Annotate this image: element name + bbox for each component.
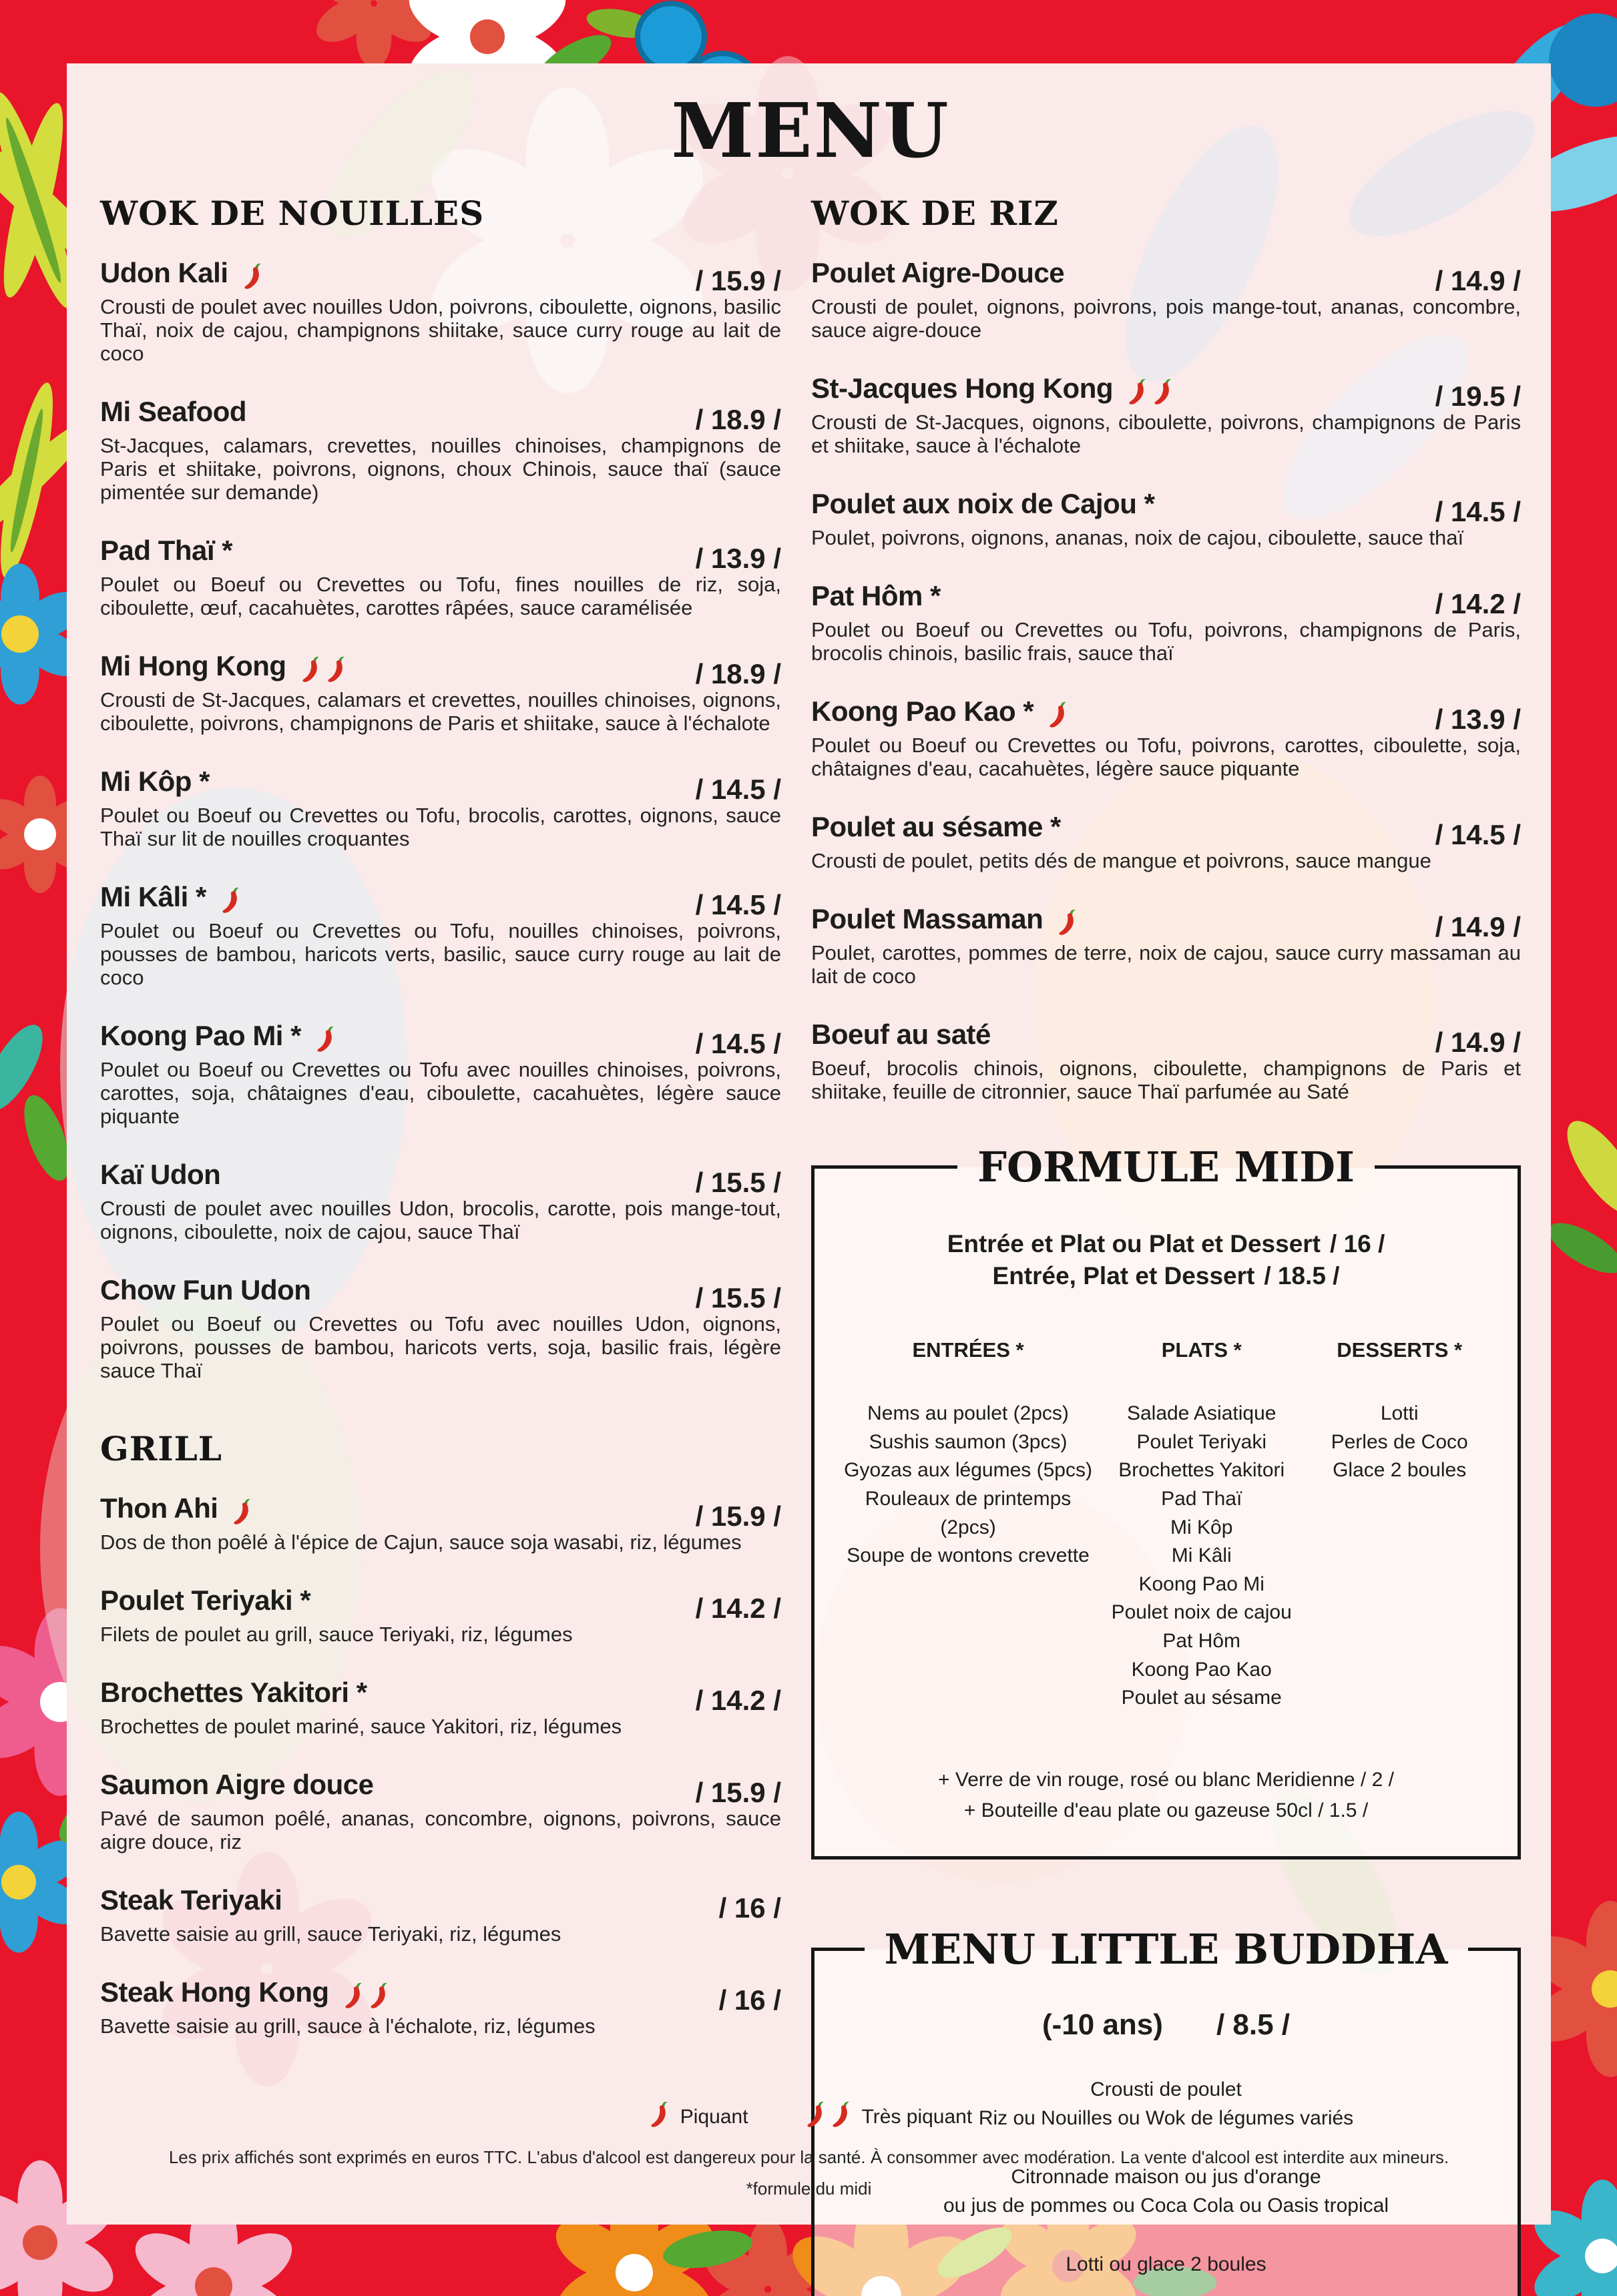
- menu-item-description: Poulet ou Boeuf ou Crevettes ou Tofu avec nouilles chinoises, poivrons, carottes, soja, châtaignes d'eau, ciboulette, cacahuètes, légère sauce piquante: [100, 1058, 781, 1129]
- chili-icon: [1055, 907, 1079, 938]
- chili-icon: [313, 1024, 337, 1055]
- chili-icons: [340, 1978, 391, 2008]
- menu-item-price: / 14.9 /: [1435, 265, 1521, 296]
- chili-icons: [1124, 374, 1174, 404]
- menu-item-price: / 13.9 /: [1435, 703, 1521, 736]
- formule-midi-box: [811, 1143, 1521, 1859]
- formule-note: *formule du midi: [746, 2179, 872, 2199]
- formule-midi-column-header: PLATS *: [1161, 1338, 1242, 1362]
- menu-item: [100, 1274, 781, 1382]
- formule-midi-column: [1095, 1338, 1308, 1713]
- menu-item-price: / 16 /: [718, 1892, 781, 1924]
- formule-midi-extra-line: + Bouteille d'eau plate ou gazeuse 50cl / 1.5 /: [963, 1799, 1369, 1822]
- menu-item-price: / 14.2 /: [695, 1685, 781, 1717]
- little-buddha-title: MENU LITTLE BUDDHA: [884, 1924, 1448, 1974]
- menu-item-price: / 14.2 /: [695, 1593, 781, 1625]
- menu-item: [100, 1585, 781, 1646]
- formule-midi-columns: [841, 1338, 1491, 1713]
- formule-midi-option-1-price: / 16 /: [1330, 1230, 1385, 1258]
- formule-midi-column-list: [841, 1400, 1095, 1570]
- menu-item-description: St-Jacques, calamars, crevettes, nouilles chinoises, champignons de Paris et shiitake, poivrons, oignons, choux Chinois, sauce thaï (sauce pimentée sur demande): [100, 434, 781, 505]
- little-buddha-price: / 8.5 /: [1216, 2008, 1291, 2041]
- menu-item: [811, 1019, 1521, 1103]
- menu-item: [100, 535, 781, 619]
- menu-item-name: Mi Kôp *: [100, 766, 210, 798]
- chili-icons: [239, 258, 264, 289]
- menu-item-price: / 13.9 /: [695, 543, 781, 575]
- little-buddha-line: Citronnade maison ou jus d'orange: [1011, 2165, 1321, 2188]
- chili-icon: [240, 261, 264, 292]
- menu-item-description: Poulet ou Boeuf ou Crevettes ou Tofu avec nouilles Udon, oignons, poivrons, pousses de bambou, haricots verts, soja, basilic frais, légère sauce Thaï: [100, 1312, 781, 1383]
- menu-item-name: Poulet Aigre-Douce: [811, 257, 1065, 288]
- menu-item-description: Poulet ou Boeuf ou Crevettes ou Tofu, poivrons, carottes, ciboulette, soja, châtaignes d'eau, cacahuètes, légère sauce piquante: [811, 734, 1521, 781]
- menu-item-name: Chow Fun Udon: [100, 1274, 311, 1306]
- menu-item-price: / 15.5 /: [695, 1282, 781, 1314]
- menu-item-price: / 14.5 /: [1435, 496, 1521, 528]
- menu-item: [100, 881, 781, 989]
- menu-item-price: / 18.9 /: [695, 658, 781, 690]
- chili-icon: [803, 2099, 827, 2130]
- formule-midi-list-item: Koong Pao Kao: [1131, 1658, 1272, 1681]
- little-buddha-group: [841, 2250, 1491, 2279]
- chili-icon: [230, 1496, 254, 1527]
- menu-item-price: / 16 /: [718, 1984, 781, 2016]
- menu-item-name: Koong Pao Kao *: [811, 695, 1034, 728]
- menu-item-description: Pavé de saumon poêlé, ananas, concombre, oignons, poivrons, sauce aigre douce, riz: [100, 1807, 781, 1854]
- menu-item-price: / 15.9 /: [695, 1777, 781, 1809]
- menu-item: [100, 1677, 781, 1738]
- menu-item-description: Bavette saisie au grill, sauce à l'échalote, riz, légumes: [100, 2014, 596, 2038]
- section-title: WOK DE RIZ: [811, 194, 1059, 233]
- menu-item-name: Poulet Teriyaki *: [100, 1585, 311, 1617]
- menu-item-description: Poulet ou Boeuf ou Crevettes ou Tofu, fines nouilles de riz, soja, ciboulette, œuf, cacahuètes, carottes râpées, sauce caramélisée: [100, 573, 781, 620]
- chili-icon: [367, 1980, 391, 2011]
- little-buddha-line: Lotti ou glace 2 boules: [1066, 2253, 1266, 2275]
- chili-icon: [324, 654, 348, 685]
- menu-item: [811, 257, 1521, 342]
- chili-icons: [228, 1494, 254, 1524]
- menu-item-name: Thon Ahi: [100, 1492, 218, 1524]
- left-column: [100, 194, 781, 2296]
- menu-panel: [67, 63, 1551, 2275]
- menu-item-name: Mi Seafood: [100, 396, 247, 428]
- menu-item-description: Poulet, carottes, pommes de terre, noix de cajou, sauce curry massaman au lait de coco: [811, 941, 1521, 988]
- right-column: [811, 194, 1521, 2296]
- menu-item: [100, 1769, 781, 1853]
- menu-item-description: Poulet, poivrons, oignons, ananas, noix de cajou, ciboulette, sauce thaï: [811, 526, 1464, 550]
- piquant-label: Piquant: [680, 2106, 748, 2128]
- menu-item-price: / 14.9 /: [1435, 911, 1521, 943]
- formule-midi-list-item: Koong Pao Mi: [1138, 1572, 1264, 1595]
- menu-item-name: Kaï Udon: [100, 1159, 221, 1191]
- menu-item-description: Filets de poulet au grill, sauce Teriyaki, riz, légumes: [100, 1623, 573, 1647]
- footer: [67, 2099, 1551, 2199]
- chili-icon: [218, 885, 242, 916]
- chili-icon: [829, 2099, 853, 2130]
- menu-item-name: Mi Hong Kong: [100, 650, 286, 682]
- menu-item-name: Steak Hong Kong: [100, 1976, 329, 2008]
- chili-icons: [1054, 904, 1079, 935]
- menu-item-price: / 14.5 /: [1435, 819, 1521, 851]
- menu-item-description: Poulet ou Boeuf ou Crevettes ou Tofu, nouilles chinoises, poivrons, pousses de bambou, haricots verts, basilic, sauce curry rouge au lait de coco: [100, 919, 781, 990]
- section-title: WOK DE NOUILLES: [100, 194, 485, 233]
- little-buddha-line: Crousti de poulet: [1090, 2078, 1242, 2100]
- menu-item-name: Koong Pao Mi *: [100, 1020, 301, 1052]
- formule-midi-list-item: Glace 2 boules: [1333, 1459, 1467, 1482]
- chili-icons: [217, 882, 242, 913]
- menu-item: [100, 1492, 781, 1554]
- formule-midi-title: FORMULE MIDI: [977, 1143, 1355, 1192]
- menu-item-name: Poulet Massaman: [811, 903, 1044, 935]
- menu-item-name: Poulet au sésame *: [811, 811, 1061, 843]
- formule-midi-list-item: Sushis saumon (3pcs): [869, 1430, 1068, 1453]
- menu-item: [811, 811, 1521, 872]
- spiciness-legend: [67, 2099, 1551, 2135]
- formule-midi-list-item: Nems au poulet (2pcs): [867, 1402, 1069, 1425]
- formule-midi-list-item: Poulet noix de cajou: [1111, 1601, 1292, 1624]
- tres-piquant-label: Très piquant: [861, 2106, 973, 2128]
- menu-item-price: / 15.9 /: [695, 265, 781, 296]
- formule-midi-column-header: DESSERTS *: [1337, 1338, 1463, 1362]
- menu-item: [811, 372, 1521, 457]
- menu-item: [811, 580, 1521, 665]
- formule-midi-list-item: Mi Kôp: [1170, 1516, 1233, 1538]
- menu-item-price: / 14.5 /: [695, 774, 781, 806]
- menu-item-price: / 14.2 /: [1435, 588, 1521, 620]
- chili-icon: [298, 654, 322, 685]
- menu-item-price: / 15.5 /: [695, 1167, 781, 1199]
- menu-item-name: Pad Thaï *: [100, 535, 233, 567]
- menu-item: [100, 257, 781, 365]
- formule-midi-list-item: Lotti: [1380, 1402, 1419, 1425]
- chili-icon: [1150, 376, 1174, 407]
- menu-item-name: Poulet aux noix de Cajou *: [811, 488, 1155, 520]
- formule-midi-list-item: Mi Kâli: [1171, 1544, 1232, 1567]
- formule-midi-list-item: Salade Asiatique: [1126, 1402, 1277, 1425]
- menu-item-description: Crousti de poulet avec nouilles Udon, brocolis, carotte, pois mange-tout, oignons, ciboulette, noix de cajou, sauce Thaï: [100, 1197, 781, 1244]
- menu-item-name: St-Jacques Hong Kong: [811, 372, 1114, 404]
- formule-midi-list-item: Perles de Coco: [1331, 1430, 1468, 1453]
- menu-item-name: Steak Teriyaki: [100, 1884, 282, 1916]
- menu-item: [100, 1020, 781, 1128]
- formule-midi-option-2: Entrée, Plat et Dessert / 18.5 /: [992, 1262, 1340, 1290]
- page-title: MENU: [671, 87, 950, 175]
- menu-item: [811, 695, 1521, 780]
- menu-item-price: / 14.9 /: [1435, 1027, 1521, 1059]
- formule-midi-column-header: ENTRÉES *: [912, 1338, 1024, 1362]
- menu-item: [100, 1159, 781, 1243]
- formule-midi-list-item: Pat Hôm: [1162, 1629, 1241, 1652]
- formule-midi-column: [841, 1338, 1095, 1713]
- menu-item-name: Mi Kâli *: [100, 881, 206, 913]
- menu-item-description: Crousti de St-Jacques, calamars et crevettes, nouilles chinoises, oignons, ciboulette, poivrons, champignons de Paris et shiitake, sauce à l'échalote: [100, 688, 781, 736]
- formule-midi-list-item: Pad Thaï: [1161, 1488, 1242, 1510]
- chili-icons: [297, 651, 348, 682]
- menu-item-description: Crousti de poulet avec nouilles Udon, poivrons, ciboulette, oignons, basilic Thaï, noix de cajou, champignons shiitake, sauce curry rouge au lait de coco: [100, 295, 781, 366]
- chili-icon: [341, 1980, 365, 2011]
- formule-midi-list-item: Soupe de wontons crevette: [847, 1544, 1090, 1567]
- formule-midi-list-item: Rouleaux de printemps (2pcs): [865, 1488, 1072, 1538]
- menu-item-description: Poulet ou Boeuf ou Crevettes ou Tofu, brocolis, carottes, oignons, sauce Thaï sur lit de nouilles croquantes: [100, 804, 781, 851]
- menu-item-name: Pat Hôm *: [811, 580, 941, 612]
- piquant-chili-icon: [646, 2099, 671, 2135]
- little-buddha-age: (-10 ans): [1042, 2008, 1163, 2041]
- menu-item: [100, 1884, 781, 1946]
- menu-item-name: Udon Kali: [100, 257, 228, 288]
- menu-item-description: Crousti de St-Jacques, oignons, ciboulette, poivrons, champignons de Paris et shiitake, sauce à l'échalote: [811, 410, 1521, 458]
- formule-midi-option-2-price: / 18.5 /: [1264, 1262, 1340, 1290]
- formule-midi-column-list: [1308, 1400, 1491, 1485]
- menu-item-description: Brochettes de poulet mariné, sauce Yakitori, riz, légumes: [100, 1715, 622, 1739]
- menu-item: [100, 766, 781, 850]
- menu-item-name: Saumon Aigre douce: [100, 1769, 374, 1801]
- formule-midi-extra-line: + Verre de vin rouge, rosé ou blanc Meridienne / 2 /: [938, 1768, 1394, 1791]
- menu-item-description: Dos de thon poêlé à l'épice de Cajun, sauce soja wasabi, riz, légumes: [100, 1530, 742, 1554]
- legal-notice: Les prix affichés sont exprimés en euros TTC. L'abus d'alcool est dangereux pour la santé. À consommer avec modération. La vente d'alcool est interdite aux mineurs.: [168, 2147, 1449, 2167]
- menu-item-price: / 14.5 /: [695, 889, 781, 921]
- tres-piquant-chili-icons: [802, 2099, 853, 2135]
- formule-midi-option-1: Entrée et Plat ou Plat et Dessert / 16 /: [947, 1230, 1385, 1258]
- menu-item: [100, 1976, 781, 2038]
- chili-icon: [647, 2099, 671, 2130]
- little-buddha-line: Riz ou Nouilles ou Wok de légumes variés: [978, 2107, 1354, 2130]
- formule-midi-column: [1308, 1338, 1491, 1713]
- menu-item: [811, 903, 1521, 988]
- menu-item: [100, 396, 781, 504]
- menu-item-price: / 19.5 /: [1435, 380, 1521, 412]
- menu-item-description: Crousti de poulet, petits dés de mangue et poivrons, sauce mangue: [811, 849, 1431, 873]
- menu-item: [811, 488, 1521, 549]
- menu-item-description: Boeuf, brocolis chinois, oignons, ciboulette, champignons de Paris et shiitake, feuille de citronnier, sauce Thaï parfumée au Saté: [811, 1057, 1521, 1104]
- menu-item: [100, 650, 781, 735]
- menu-item-price: / 14.5 /: [695, 1028, 781, 1060]
- formule-midi-extras: [841, 1765, 1491, 1827]
- menu-item-price: / 18.9 /: [695, 404, 781, 436]
- formule-midi-list-item: Brochettes Yakitori: [1118, 1459, 1285, 1482]
- menu-item-name: Brochettes Yakitori *: [100, 1677, 367, 1709]
- formule-midi-list-item: Poulet au sésame: [1121, 1687, 1282, 1709]
- menu-item-name: Boeuf au saté: [811, 1019, 991, 1051]
- menu-item-price: / 15.9 /: [695, 1500, 781, 1532]
- menu-item-description: Bavette saisie au grill, sauce Teriyaki, riz, légumes: [100, 1922, 561, 1946]
- chili-icon: [1125, 376, 1149, 407]
- formule-midi-list-item: Poulet Teriyaki: [1136, 1430, 1266, 1453]
- formule-midi-column-list: [1095, 1400, 1308, 1713]
- little-buddha-line: ou jus de pommes ou Coca Cola ou Oasis tropical: [943, 2195, 1389, 2217]
- chili-icon: [1046, 699, 1070, 730]
- chili-icons: [1044, 697, 1070, 728]
- formule-midi-list-item: Gyozas aux légumes (5pcs): [844, 1459, 1092, 1482]
- menu-item-description: Poulet ou Boeuf ou Crevettes ou Tofu, poivrons, champignons de Paris, brocolis chinois, basilic frais, sauce thaï: [811, 618, 1521, 665]
- chili-icons: [312, 1021, 337, 1052]
- section-title: GRILL: [100, 1429, 222, 1469]
- menu-item-description: Crousti de poulet, oignons, poivrons, pois mange-tout, ananas, concombre, sauce aigre-douce: [811, 295, 1521, 342]
